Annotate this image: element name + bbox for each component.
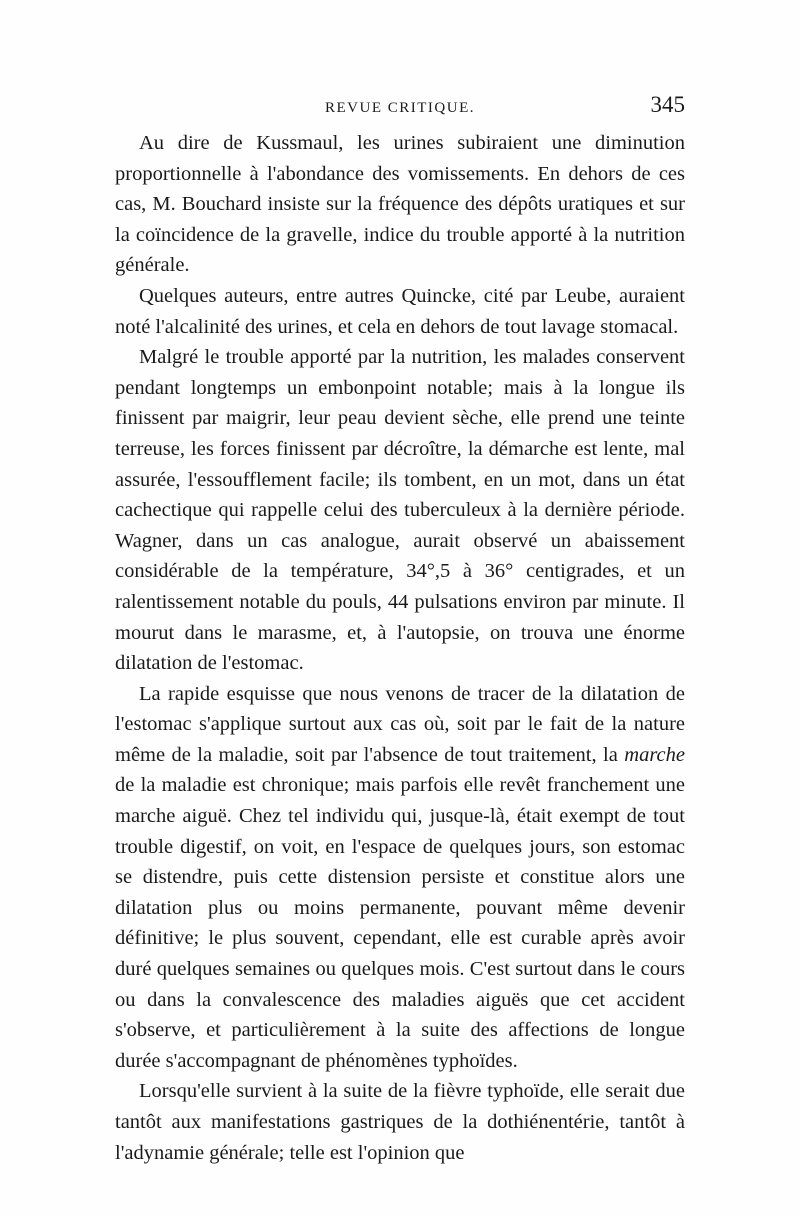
paragraph-4 [115,679,685,1077]
paragraph-2: Quelques auteurs, entre autres Quincke, cité par Leube, auraient noté l'alcalinité des urines, et cela en dehors de tout lavage stomacal. [115,284,685,338]
paragraph-5: Lorsqu'elle survient à la suite de la fièvre typhoïde, elle serait due tantôt aux manifestations gastriques de la dothiénentérie, tantôt à l'adynamie générale; telle est l'opinion que [115,1080,685,1164]
paragraph-4-emphasis: marche [624,743,685,766]
running-title: REVUE CRITIQUE. [325,100,475,116]
paragraph-4-before: La rapide esquisse que nous venons de tracer de la dilatation de l'estomac s'applique surtout aux cas où, soit par le fait de la nature même de la maladie, soit par l'absence de tout traitement, la [115,682,685,766]
body-text [115,128,685,1168]
paragraph-1: Au dire de Kussmaul, les urines subiraient une diminution proportionnelle à l'abondance des vomissements. En dehors de ces cas, M. Bouchard insiste sur la fréquence des dépôts uratiques et sur la coïncidence de la gravelle, indice du trouble apporté à la nutrition générale. [115,132,685,277]
paragraph-4-after: de la maladie est chronique; mais parfois elle revêt franchement une marche aiguë. Chez tel individu qui, jusque-là, était exempt de tout trouble digestif, on voit, en l'espace de quelques jours, son estomac se distendre, puis cette distension persiste et constitue alors une dilatation plus ou moins permanente, pouvant même devenir définitive; le plus souvent, cependant, elle est curable après avoir duré quelques semaines ou quelques mois. C'est surtout dans le cours ou dans la convalescence des maladies aiguës que cet accident s'observe, et particulièrement à la suite des affections de longue durée s'accompagnant de phénomènes typhoïdes. [115,774,685,1072]
paragraph-3: Malgré le trouble apporté par la nutrition, les malades conservent pendant longtemps un embonpoint notable; mais à la longue ils finissent par maigrir, leur peau devient sèche, elle prend une teinte terreuse, les forces finissent par décroître, la démarche est lente, mal assurée, l'essoufflement facile; ils tombent, en un mot, dans un état cachectique qui rappelle celui des tuberculeux à la dernière période. Wagner, dans un cas analogue, aurait observé un abaissement considérable de la température, 34°,5 à 36° centigrades, et un ralentissement notable du pouls, 44 pulsations environ par minute. Il mourut dans le marasme, et, à l'autopsie, on trouva une énorme dilatation de l'estomac. [115,346,685,675]
running-header [115,92,685,122]
page-number: 345 [650,92,685,117]
